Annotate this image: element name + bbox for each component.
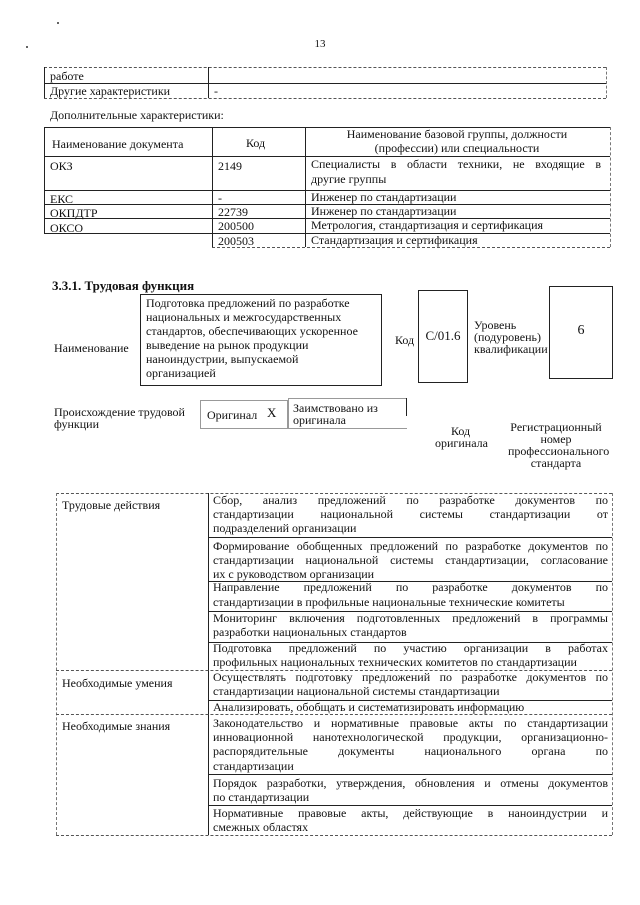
level-label-l2: (подуровень) (474, 330, 541, 344)
origin-original-label: Оригинал (207, 408, 258, 422)
action-item: подразделений организации (213, 521, 357, 535)
extra-row-name: Стандартизация и сертификация (311, 233, 478, 247)
extra-row-code: - (218, 191, 222, 205)
action-item: стандартизации национальной системы стандартизации, согласование (213, 553, 608, 567)
action-item: разработки национальных стандартов (213, 625, 407, 639)
extra-row-name: Специалисты в области техники, не входящие в (311, 157, 601, 171)
knowledge-item: Нормативные правовые акты, действующие в наноиндустрии и (213, 806, 608, 820)
origin-original-mark: X (267, 405, 277, 420)
origin-borrowed-box (288, 398, 407, 429)
function-name-line: наноиндустрии, выпускаемой (146, 352, 299, 366)
extra-row-doc: ОКЗ (50, 159, 73, 173)
function-name-line: национальных и межгосударственных (146, 310, 342, 324)
extra-col-name-l1: Наименование базовой группы, должности (346, 127, 568, 141)
function-name-line: Подготовка предложений по разработке (146, 296, 350, 310)
top-row1-label: работе (50, 69, 84, 83)
function-name-line: стандартов, обеспечивающих ускоренное (146, 324, 358, 338)
extra-heading: Дополнительные характеристики: (50, 108, 224, 122)
skill-item: стандартизации национальной системы стандартизации (213, 684, 500, 698)
origin-reg-l1: Регистрационный (510, 420, 602, 434)
skill-item: Осуществлять подготовку предложений по разработке документов по (213, 670, 608, 684)
extra-row-name: Метрология, стандартизация и сертификация (311, 218, 544, 232)
level-value: 6 (577, 323, 585, 338)
extra-row-code: 200500 (218, 219, 254, 233)
origin-code-l1: Код (451, 424, 471, 438)
function-name-line: выведение на рынок продукции (146, 338, 309, 352)
knowledge-item: Законодательство и нормативные правовые акты по стандартизации (213, 716, 608, 730)
origin-reg-l4: стандарта (530, 456, 582, 470)
function-name-box (140, 294, 382, 386)
page-number: 13 (314, 38, 326, 50)
action-item: Сбор, анализ предложений по разработке документов по (213, 493, 608, 507)
origin-label-l1: Происхождение трудовой (54, 405, 185, 419)
origin-code-l2: оригинала (435, 436, 488, 450)
knowledge-label: Необходимые знания (62, 719, 171, 733)
function-name-label: Наименование (54, 341, 129, 355)
scan-dot (26, 46, 28, 48)
knowledge-item: распорядительные документы национального органа по (213, 744, 608, 758)
extra-row-name: Инженер по стандартизации (311, 204, 457, 218)
extra-row-code: 2149 (218, 159, 242, 173)
function-code-label: Код (395, 333, 415, 347)
action-item: стандартизации в профильные национальные технические комитеты (213, 595, 565, 609)
extra-row-name-cont: другие группы (311, 172, 387, 186)
origin-original-box (200, 400, 288, 429)
level-label-l1: Уровень (474, 318, 517, 332)
origin-label-l2: функции (54, 417, 99, 431)
action-item: профильных национальных технических комитетов по стандартизации (213, 655, 577, 669)
extra-col-doc: Наименование документа (52, 137, 184, 151)
extra-col-name-l2: (профессии) или специальности (374, 141, 540, 155)
function-heading: 3.3.1. Трудовая функция (52, 278, 195, 293)
top-row2-value: - (214, 84, 218, 98)
origin-reg-l2: номер (540, 432, 572, 446)
function-name-line: организацией (146, 366, 216, 380)
skill-item: Анализировать, обобщать и систематизировать информацию (213, 700, 525, 714)
extra-row-code: 22739 (218, 205, 248, 219)
action-item: Формирование обобщенных предложений по разработке документов по (213, 539, 608, 553)
extra-row-doc: ОКСО (50, 221, 84, 235)
extra-row-doc: ОКПДТР (50, 206, 98, 220)
actions-label: Трудовые действия (62, 498, 161, 512)
level-box (549, 286, 613, 379)
origin-borrowed-l1: Заимствовано из (293, 401, 378, 415)
knowledge-item: инновационной нанотехнологической продукции, организационно- (213, 730, 608, 744)
skills-label: Необходимые умения (62, 676, 173, 690)
action-item: Мониторинг включения подготовленных предложений в программы (213, 611, 608, 625)
origin-reg-l3: профессионального (508, 444, 610, 458)
function-code-value: С/01.6 (425, 328, 461, 343)
action-item: стандартизации национальной системы стандартизации от (213, 507, 608, 521)
function-code-box (418, 290, 468, 383)
action-item: Направление предложений по разработке документов по (213, 580, 608, 594)
level-label-l3: квалификации (474, 342, 548, 356)
knowledge-item: по стандартизации (213, 790, 310, 804)
action-item: Подготовка предложений по участию организации в работах (213, 641, 608, 655)
action-item: их с руководством организации (213, 567, 375, 581)
extra-row-name: Инженер по стандартизации (311, 190, 457, 204)
origin-borrowed-l2: оригинала (293, 413, 346, 427)
scan-dot (57, 22, 59, 24)
knowledge-item: Порядок разработки, утверждения, обновления и отмены документов (213, 776, 608, 790)
extra-col-code: Код (246, 136, 266, 150)
knowledge-item: смежных областях (213, 820, 309, 834)
knowledge-item: стандартизации (213, 759, 294, 773)
extra-row-doc: ЕКС (50, 192, 74, 206)
extra-row-code: 200503 (218, 234, 254, 248)
top-row2-label: Другие характеристики (50, 84, 171, 98)
